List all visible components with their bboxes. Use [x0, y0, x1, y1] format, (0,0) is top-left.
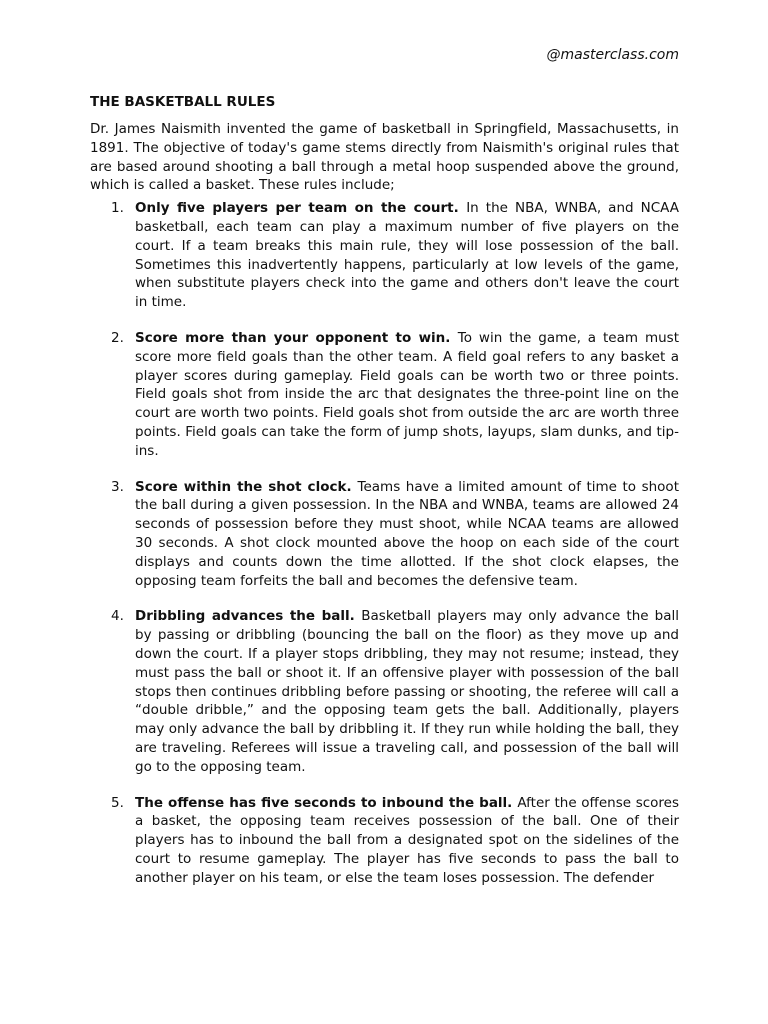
rule-item: [90, 329, 679, 461]
rule-heading: Score within the shot clock.: [135, 478, 358, 495]
rule-number: 1.: [111, 200, 124, 217]
rule-number: 3.: [111, 478, 124, 495]
rule-number: 2.: [111, 329, 124, 346]
rule-item: [90, 478, 679, 591]
rule-body: To win the game, a team must score more field goals than the other team. A field goal refers to any basket a player scores during gameplay. Field goals can be worth two or three points. Field goals shot from inside the arc that designates the three-point line on the court are worth two points. Field goals shot from outside the arc are worth three points. Field goals can take the form of jump shots, layups, slam dunks, and tip-ins.: [135, 329, 679, 459]
rule-heading: Score more than your opponent to win.: [135, 329, 458, 346]
rule-heading: Dribbling advances the ball.: [135, 608, 362, 625]
rule-number: 4.: [111, 608, 124, 625]
rule-item: [90, 794, 679, 888]
rule-body: Basketball players may only advance the ball by passing or dribbling (bouncing the ball on the floor) as they move up and down the court. If a player stops dribbling, they may not resume; instead, they must pass the ball or shoot it. If an offensive player with possession of the ball stops then continues dribbling before passing or shooting, the referee will call a “double dribble,” and the opposing team gets the ball. Additionally, players may only advance the ball by dribbling it. If they run while holding the ball, they are traveling. Referees will issue a traveling call, and possession of the ball will go to the opposing team.: [135, 608, 680, 775]
document-title: THE BASKETBALL RULES: [90, 94, 276, 110]
source-credit: @masterclass.com: [546, 47, 679, 63]
rule-item: [90, 607, 679, 776]
intro-paragraph: Dr. James Naismith invented the game of basketball in Springfield, Massachusetts, in 1891. The objective of today's game stems directly from Naismith's original rules that are based around shooting a ball through a metal hoop suspended above the ground, which is called a basket. These rules include;: [90, 121, 679, 194]
rule-heading: The offense has five seconds to inbound the ball.: [135, 794, 518, 811]
rule-body: In the NBA, WNBA, and NCAA basketball, each team can play a maximum number of five players on the court. If a team breaks this main rule, they will lose possession of the ball. Sometimes this inadvertently happens, particularly at low levels of the game, when substitute players check into the game and others don't leave the court in time.: [135, 200, 679, 311]
rule-number: 5.: [111, 794, 124, 811]
rule-body: Teams have a limited amount of time to shoot the ball during a given possession. In the NBA and WNBA, teams are allowed 24 seconds of possession before they must shoot, while NCAA teams are allowed 30 seconds. A shot clock mounted above the hoop on each side of the court displays and counts down the time allotted. If the shot clock elapses, the opposing team forfeits the ball and becomes the defensive team.: [135, 478, 679, 589]
rule-item: [90, 199, 679, 312]
rule-heading: Only five players per team on the court.: [135, 200, 467, 217]
rule-body: After the offense scores a basket, the opposing team receives possession of the ball. One of their players has to inbound the ball from a designated spot on the sidelines of the court to resume gameplay. The player has five seconds to pass the ball to another player on his team, or else the team loses possession. The defender: [135, 794, 679, 886]
rules-list: [90, 199, 679, 887]
